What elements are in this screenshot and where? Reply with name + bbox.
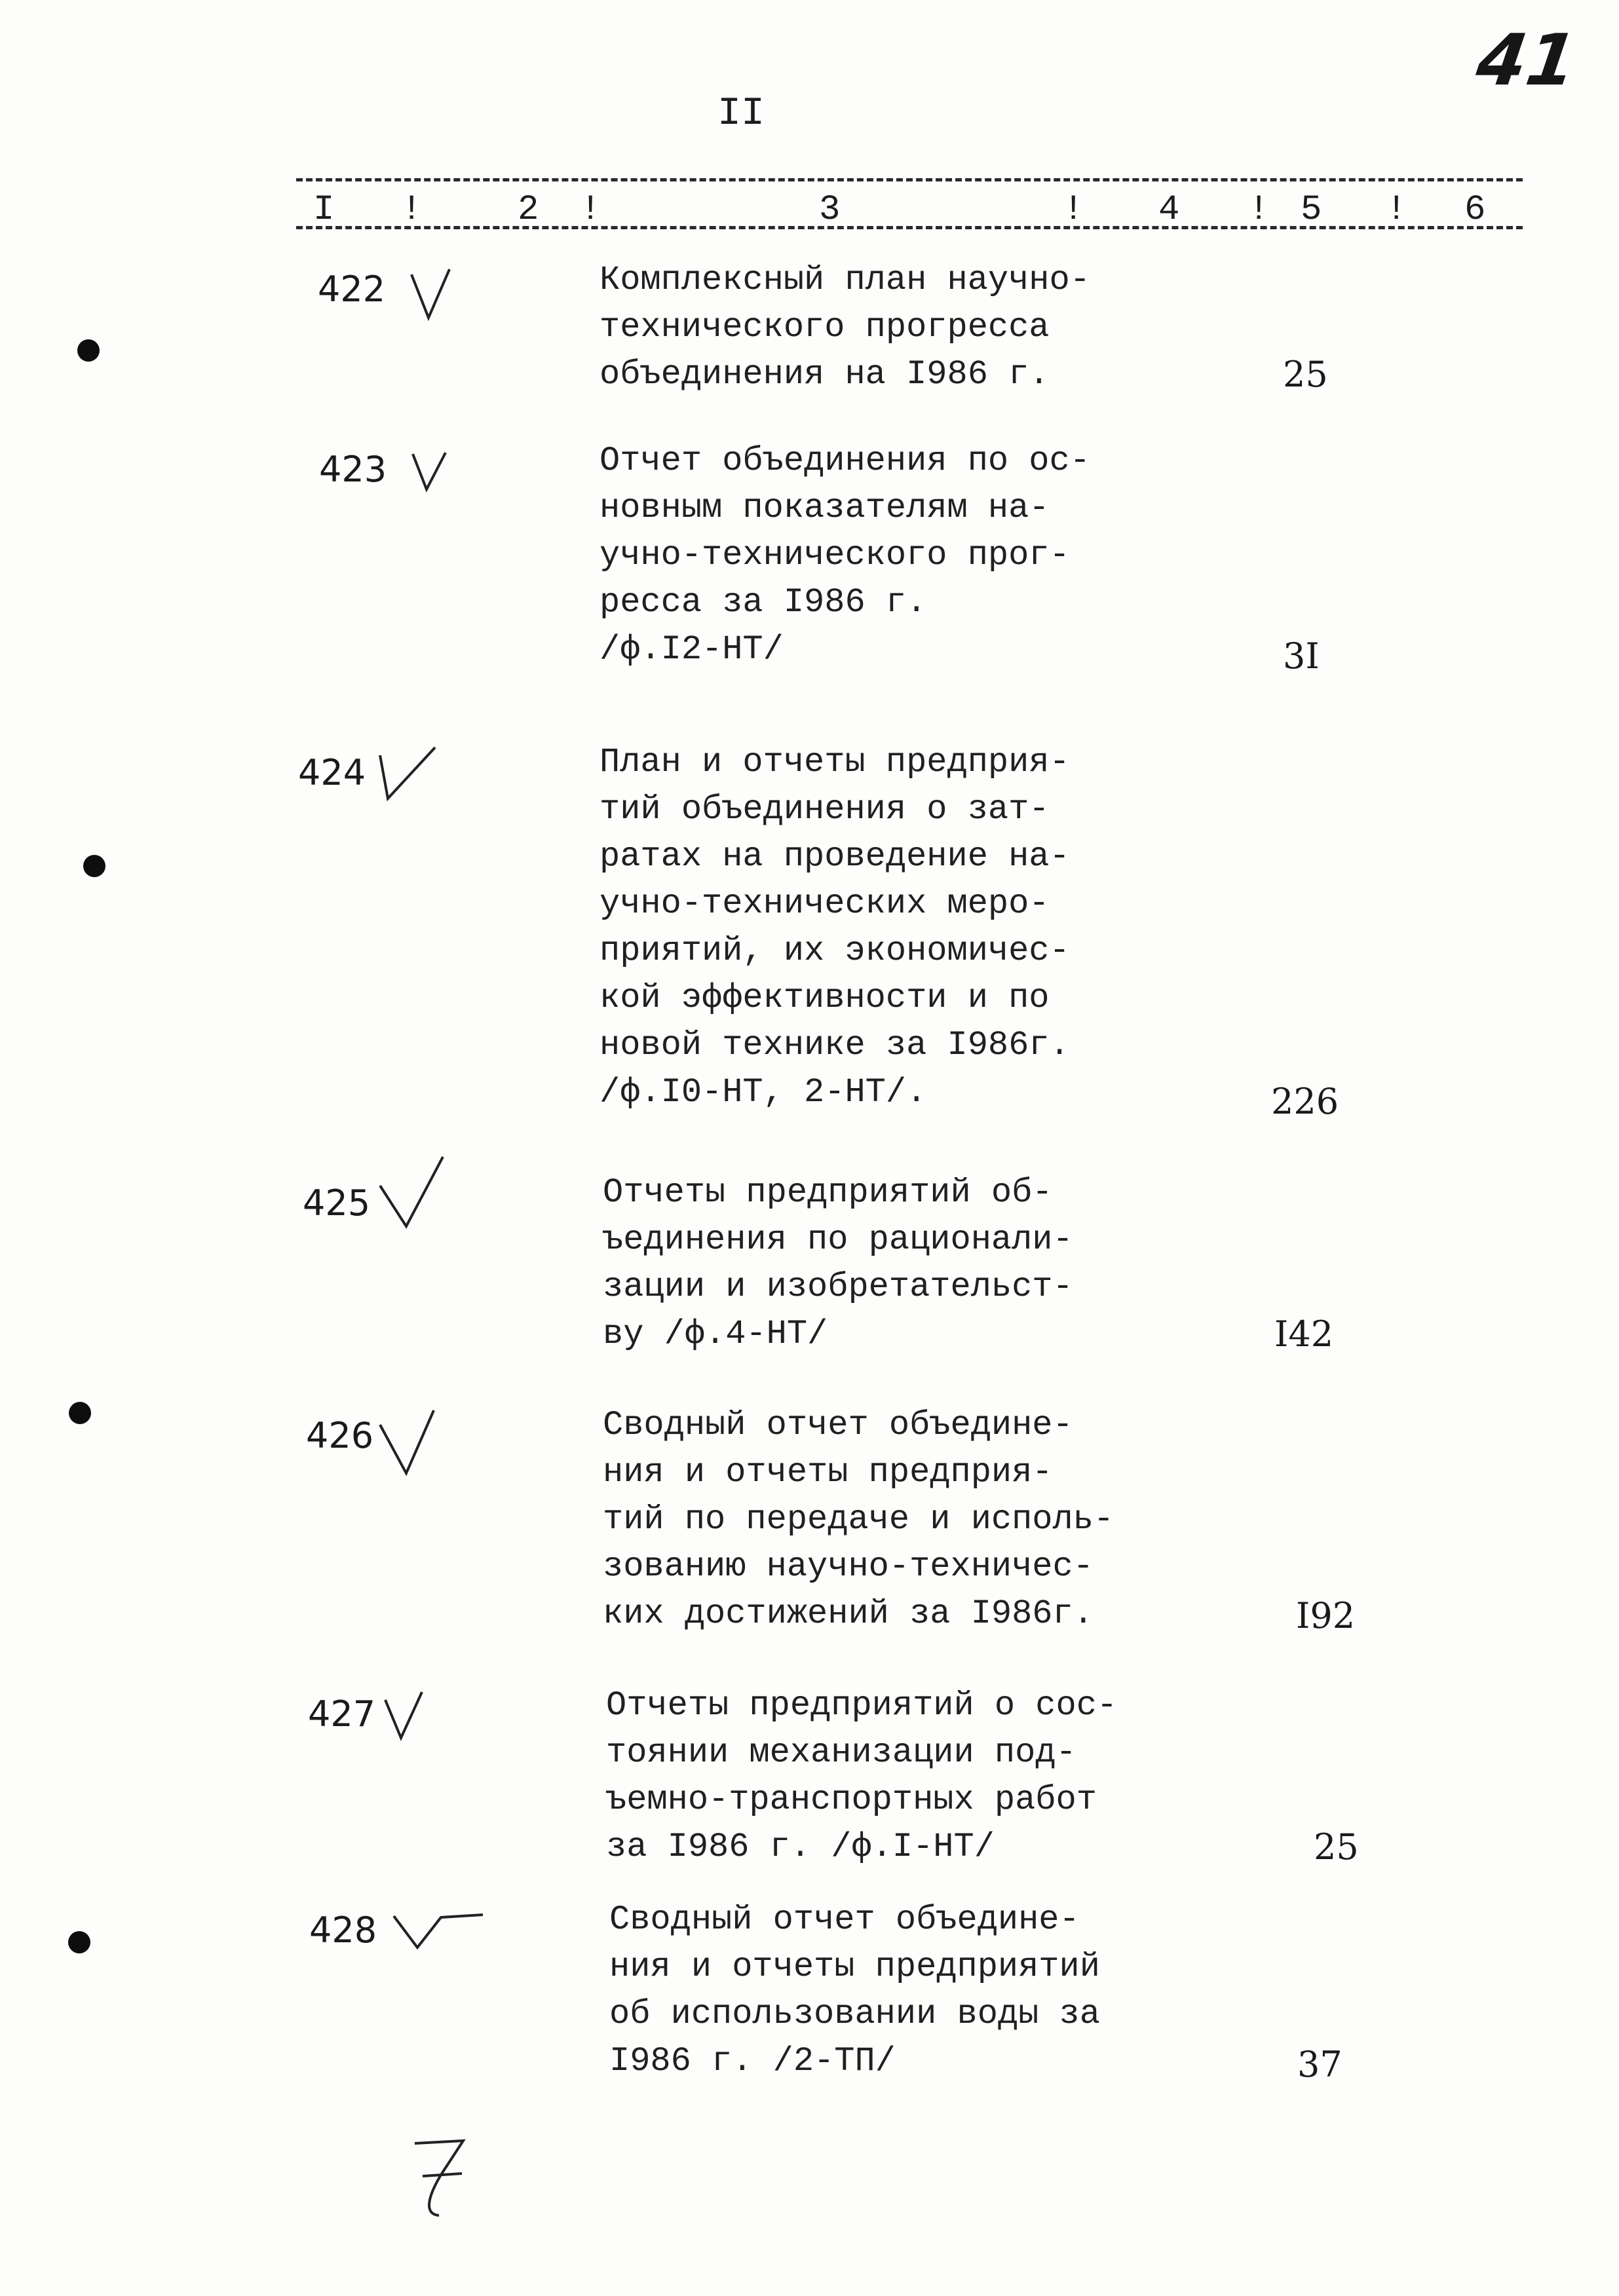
entry-number: 426 [306, 1415, 374, 1456]
entry-number: 428 [309, 1910, 377, 1951]
entry-number: 422 [318, 269, 386, 310]
entry-title: Отчеты предприятий об- ъединения по рационали- зации и изобретательст- ву /ф.4-НТ/ [603, 1173, 1073, 1353]
punch-hole [77, 339, 100, 362]
entry-sheet-count: I92 [1296, 1595, 1356, 1636]
folio-number: 41 [1472, 20, 1582, 102]
column-separator: ! [401, 190, 423, 230]
entry-sheet-count: 226 [1271, 1081, 1339, 1122]
entry-number: 423 [319, 449, 387, 490]
check-mark-icon [390, 1903, 488, 1955]
sheet-number: II [717, 92, 765, 136]
header-rule-bottom [296, 226, 1523, 229]
column-header-2: 2 [518, 190, 539, 230]
check-mark-icon [375, 1153, 447, 1232]
punch-hole [68, 1931, 90, 1953]
handwritten-mark-icon [403, 2136, 482, 2221]
entry-title: Отчет объединения по ос- новным показателям на- учно-технического прог- ресса за I986 г. /ф.I2-НТ/ [600, 442, 1090, 669]
column-separator: ! [580, 190, 601, 230]
column-separator: ! [1386, 190, 1407, 230]
check-mark-icon [410, 449, 449, 495]
entry-sheet-count: 25 [1314, 1826, 1359, 1868]
entry-title: Комплексный план научно- технического прогресса объединения на I986 г. [600, 261, 1090, 394]
check-mark-icon [375, 1405, 447, 1477]
entry-title: Сводный отчет объедине- ния и отчеты предприятий об использовании воды за I986 г. /2-ТП/ [609, 1900, 1100, 2080]
column-header-3: 3 [819, 190, 841, 230]
entry-number: 424 [298, 752, 366, 793]
check-mark-icon [408, 265, 453, 324]
check-mark-icon [375, 743, 440, 802]
column-header-1: I [313, 190, 335, 230]
entry-title: План и отчеты предприя- тий объединения о зат- ратах на проведение на- учно-технических меро- приятий, их экономичес- кой эффективности и по новой технике за I986г. /ф.I0-НТ, 2-НТ/. [600, 743, 1070, 1112]
column-header-4: 4 [1158, 190, 1180, 230]
column-separator: ! [1063, 190, 1084, 230]
entry-sheet-count: 37 [1297, 2044, 1343, 2085]
punch-hole [83, 855, 105, 877]
entry-title: Отчеты предприятий о сос- тоянии механизации под- ъемно-транспортных работ за I986 г. /ф.I-НТ/ [606, 1686, 1118, 1866]
entry-number: 425 [303, 1182, 371, 1224]
column-separator: ! [1248, 190, 1270, 230]
entry-number: 427 [308, 1693, 376, 1735]
punch-hole [69, 1402, 91, 1424]
entry-sheet-count: I42 [1274, 1313, 1334, 1355]
entry-title: Сводный отчет объедине- ния и отчеты предприя- тий по передаче и исполь- зованию научно-техничес- ких достижений за I986г. [603, 1406, 1114, 1633]
entry-sheet-count: 25 [1283, 354, 1328, 395]
entry-sheet-count: 3I [1283, 635, 1320, 677]
check-mark-icon [381, 1687, 427, 1742]
header-rule-top [296, 178, 1523, 181]
column-header-5: 5 [1301, 190, 1322, 230]
column-header-6: 6 [1464, 190, 1486, 230]
